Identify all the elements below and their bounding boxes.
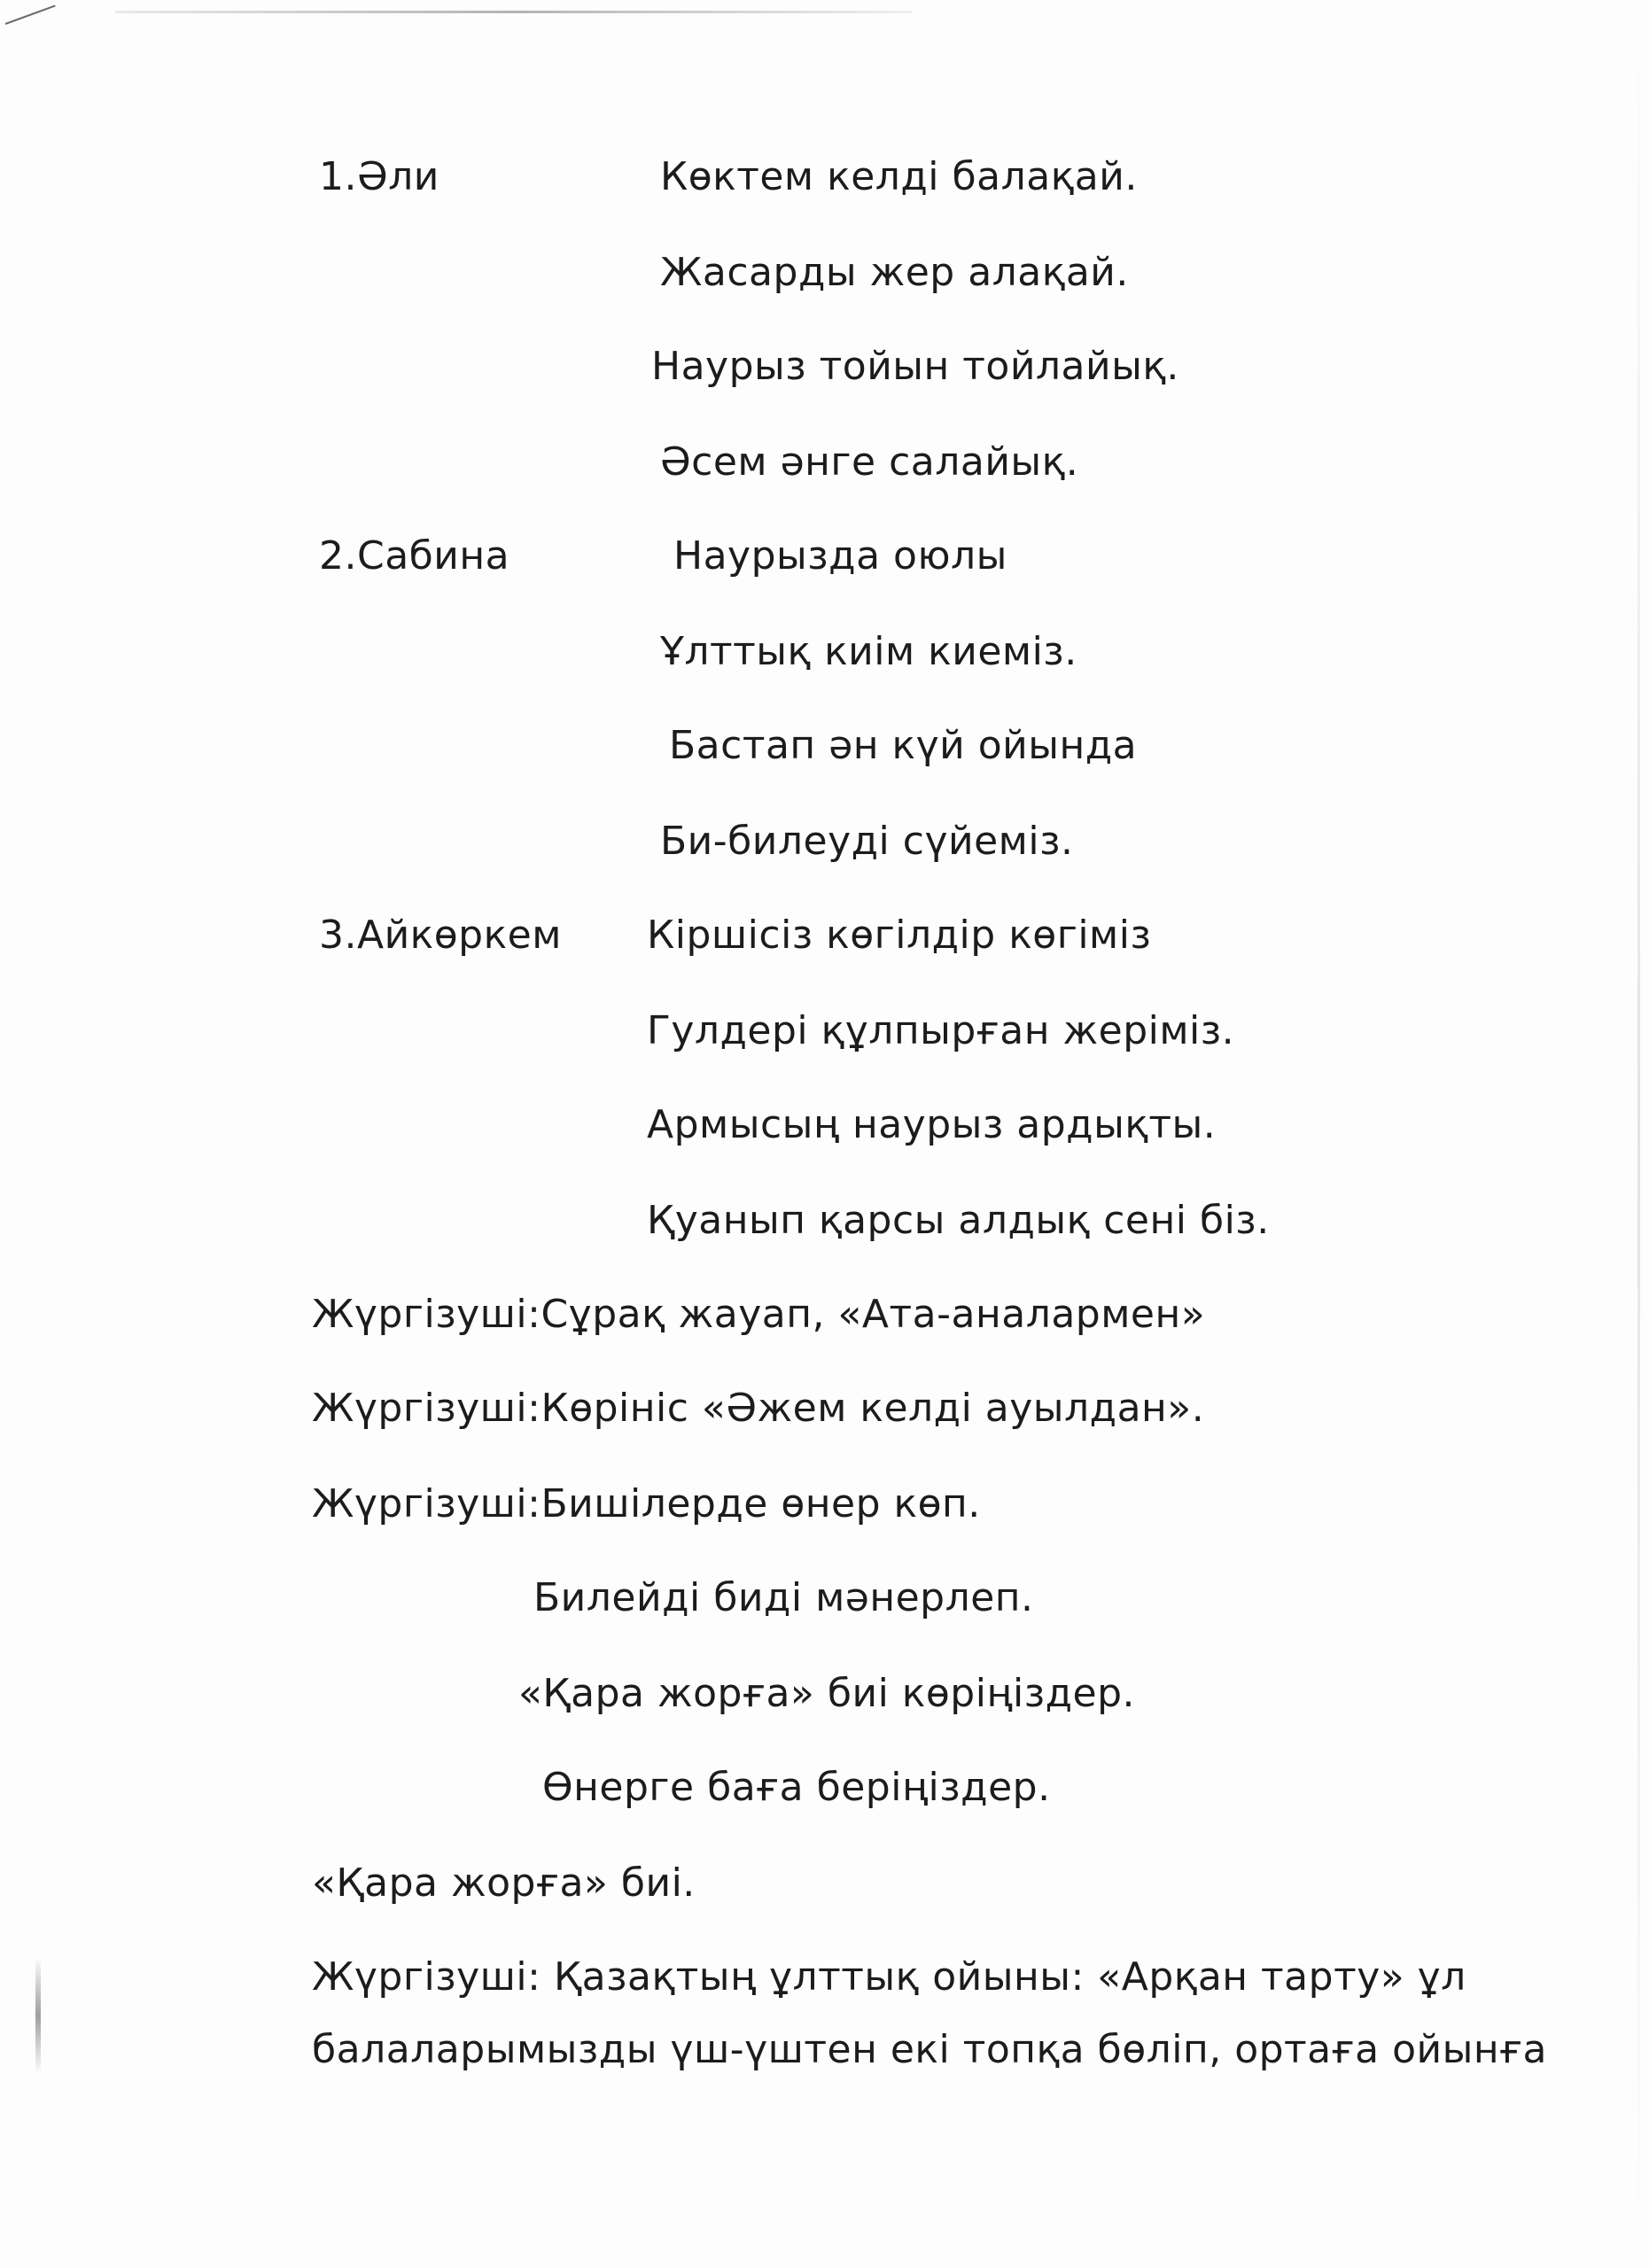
verse-line: Гулдері құлпырған жеріміз. xyxy=(647,1008,1235,1053)
verse-line: Әсем әнге салайық. xyxy=(660,439,1079,485)
closing-line: балаларымызды үш-үштен екі топқа бөліп, ортаға ойынға xyxy=(312,2027,1548,2072)
verse-line: Наурыз тойын тойлайық. xyxy=(651,344,1179,389)
speaker-1: 1.Әли xyxy=(319,154,439,199)
verse-line: Жасарды жер алақай. xyxy=(660,250,1129,295)
speaker-3: 3.Айкөркем xyxy=(319,913,562,958)
verse-line: Кіршісіз көгілдір көгіміз xyxy=(647,913,1152,958)
centered-line: Өнерге баға беріңіздер. xyxy=(542,1765,1051,1810)
verse-line: Көктем келді балақай. xyxy=(660,154,1138,199)
closing-line: Жүргізуші: Қазақтың ұлттық ойыны: «Арқан тарту» ұл xyxy=(312,1954,1466,2000)
verse-line: Би-билеуді сүйеміз. xyxy=(660,819,1074,864)
scan-artifact-top-line xyxy=(115,11,913,13)
verse-line: Ұлттық киім киеміз. xyxy=(660,629,1077,674)
verse-line: Бастап ән күй ойында xyxy=(669,723,1138,768)
centered-line: «Қара жорға» биі көріңіздер. xyxy=(518,1671,1136,1716)
scan-artifact-left-mark xyxy=(35,1958,41,2073)
host-line: Жүргізуші:Көрініс «Әжем келді ауылдан». xyxy=(312,1386,1205,1431)
speaker-2: 2.Сабина xyxy=(319,533,510,579)
verse-line: Армысың наурыз ардықты. xyxy=(647,1102,1217,1147)
scan-artifact-right-edge xyxy=(1637,0,1640,2268)
host-line: Жүргізуші:Бишілерде өнер көп. xyxy=(312,1481,981,1526)
dance-title: «Қара жорға» биі. xyxy=(312,1860,696,1906)
host-line: Жүргізуші:Сұрақ жауап, «Ата-аналармен» xyxy=(312,1292,1206,1337)
centered-line: Билейді биді мәнерлеп. xyxy=(533,1575,1034,1620)
verse-line: Қуанып қарсы алдық сені біз. xyxy=(647,1198,1270,1243)
verse-line: Наурызда оюлы xyxy=(673,533,1007,579)
scan-artifact-corner-mark xyxy=(5,5,56,25)
